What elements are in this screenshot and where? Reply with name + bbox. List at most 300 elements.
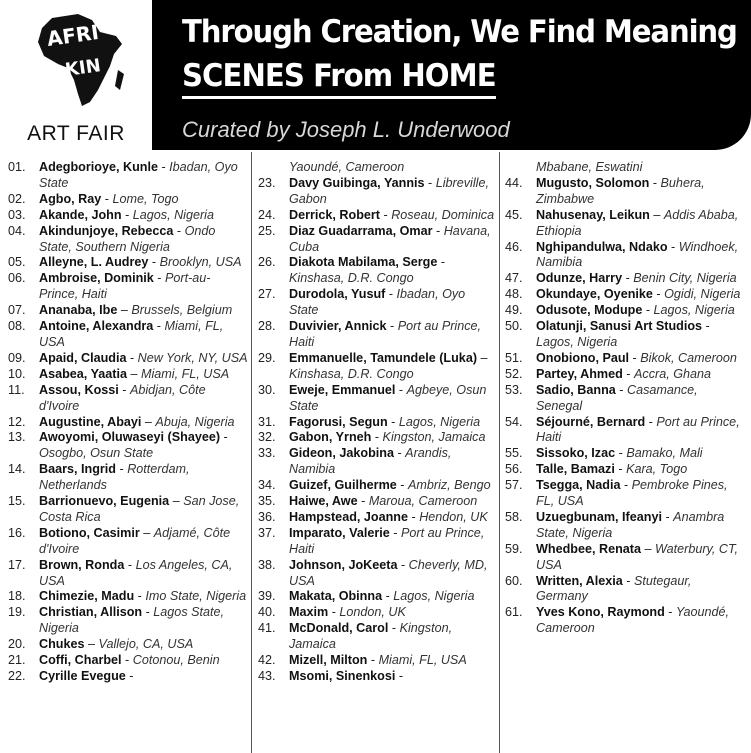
- artist-name: Diaz Guadarrama, Omar: [289, 223, 433, 238]
- artist-entry: [8, 430, 248, 462]
- entry-separator: -: [615, 446, 627, 461]
- artist-location: Lagos, Nigeria: [393, 589, 475, 604]
- artist-location: Ambriz, Bengo: [407, 478, 491, 493]
- artist-location: Lagos, Nigeria: [536, 334, 618, 349]
- artist-entry: [258, 669, 498, 685]
- entry-separator: -: [328, 605, 340, 620]
- artist-name: Antoine, Alexandra: [39, 319, 154, 334]
- entry-number: 01.: [8, 160, 26, 174]
- artist-name: Alleyne, L. Audrey: [39, 255, 149, 270]
- artist-location: Kingston, Jamaica: [289, 621, 453, 652]
- artist-name: Ambroise, Dominik: [39, 271, 154, 286]
- artist-location: Libreville, Gabon: [289, 175, 489, 206]
- entry-number: 19.: [8, 605, 26, 620]
- artist-name: Coffi, Charbel: [39, 653, 122, 668]
- entry-number: 16.: [8, 525, 26, 540]
- entry-text: [289, 430, 498, 446]
- entry-text: [289, 351, 498, 383]
- artist-location: Miami, FL, USA: [141, 366, 230, 381]
- artist-entry: [258, 351, 498, 383]
- artist-entry: [258, 653, 498, 669]
- entry-text: [536, 462, 745, 478]
- artist-entry: [8, 605, 248, 637]
- artist-name: Barrionuevo, Eugenia: [39, 494, 170, 509]
- entry-number: 35.: [258, 494, 276, 509]
- entry-number: 26.: [258, 255, 276, 270]
- entry-text: [289, 255, 498, 287]
- artist-name: Guizef, Guilherme: [289, 478, 397, 493]
- artist-name: Msomi, Sinenkosi: [289, 669, 396, 683]
- entry-text: [289, 446, 498, 478]
- artist-location: Lagos, Nigeria: [132, 207, 214, 222]
- entry-number: 17.: [8, 557, 26, 572]
- artist-name: Chimezie, Madu: [39, 589, 135, 604]
- entry-number: 44.: [505, 175, 523, 190]
- entry-separator: -: [142, 605, 154, 620]
- entry-number: 46.: [505, 239, 523, 254]
- entry-text: [536, 319, 745, 351]
- artist-location: Brooklyn, USA: [159, 255, 242, 270]
- artist-name: Adegborioye, Kunle: [39, 160, 158, 174]
- artist-location: Bikok, Cameroon: [640, 350, 737, 365]
- entry-separator: -: [134, 589, 146, 604]
- column-divider: [251, 152, 252, 753]
- artist-entry: [258, 446, 498, 478]
- artist-entry: [8, 224, 248, 256]
- entry-separator: -: [153, 319, 165, 334]
- artist-name: Séjourné, Bernard: [536, 414, 646, 429]
- entry-number: 42.: [258, 653, 276, 668]
- entry-number: 14.: [8, 462, 26, 477]
- artist-entry: [8, 319, 248, 351]
- artist-name: Awoyomi, Oluwaseyi (Shayee): [39, 430, 221, 445]
- entry-text: [536, 208, 745, 240]
- entry-text: [39, 208, 248, 224]
- entry-location-continued: Yaoundé, Cameroon: [289, 160, 405, 174]
- artist-location: Maroua, Cameroon: [368, 494, 478, 509]
- artist-location: New York, NY, USA: [137, 350, 248, 365]
- entry-separator: -: [388, 621, 400, 636]
- artist-entry: [8, 351, 248, 367]
- entry-separator: -: [125, 669, 134, 683]
- entry-text: [536, 271, 745, 287]
- entry-separator: -: [620, 478, 632, 493]
- artist-name: Baars, Ingrid: [39, 462, 116, 477]
- artist-entry: [8, 303, 248, 319]
- entry-separator: -: [382, 589, 394, 604]
- artist-location: Kingston, Jamaica: [382, 430, 486, 445]
- artist-location: Rotterdam, Netherlands: [39, 462, 190, 493]
- artist-name: Gabon, Yrneh: [289, 430, 372, 445]
- artist-location: Miami, FL, USA: [39, 319, 224, 349]
- entry-number: 61.: [505, 605, 523, 620]
- entry-text: [39, 351, 248, 367]
- entry-separator: -: [357, 494, 369, 509]
- artist-name: Derrick, Robert: [289, 207, 380, 222]
- entry-separator: -: [121, 207, 133, 222]
- entry-number: 55.: [505, 446, 523, 461]
- artist-name: Eweje, Emmanuel: [289, 382, 396, 397]
- artist-location: Kara, Togo: [626, 462, 688, 477]
- artist-location: Bamako, Mali: [626, 446, 703, 461]
- artist-location: Kinshasa, D.R. Congo: [289, 366, 414, 381]
- artist-entry: [505, 446, 745, 462]
- artist-name: Botiono, Casimir: [39, 525, 140, 540]
- svg-text:KIN: KIN: [63, 55, 103, 81]
- artist-name: Written, Alexia: [536, 573, 623, 588]
- artist-location: Lagos, Nigeria: [398, 414, 481, 429]
- entry-number: 60.: [505, 573, 523, 588]
- entry-text: [39, 303, 248, 319]
- entry-text: [289, 319, 498, 351]
- entry-number: 08.: [8, 319, 26, 334]
- artist-list-column-3: [505, 160, 745, 637]
- artist-location: Cheverly, MD, USA: [289, 557, 488, 588]
- artist-location: Port au Prince, Haiti: [536, 414, 740, 445]
- artist-entry: [505, 462, 745, 478]
- entry-number: 31.: [258, 414, 276, 429]
- entry-number: 24.: [258, 207, 276, 222]
- entry-separator: -: [396, 478, 408, 493]
- entry-number: 04.: [8, 223, 26, 238]
- artist-entry: [8, 367, 248, 383]
- artist-entry: [8, 653, 248, 669]
- artist-entry: [258, 558, 498, 590]
- artist-location: Ondo State, Southern Nigeria: [39, 223, 216, 254]
- artist-name: Imparato, Valerie: [289, 525, 390, 540]
- artist-name: Ananaba, Ibe: [39, 303, 118, 318]
- artist-location: Ogidi, Nigeria: [664, 287, 741, 302]
- artist-location: Pembroke Pines, FL, USA: [536, 478, 728, 509]
- entry-separator: –: [649, 207, 664, 222]
- entry-separator: -: [642, 303, 654, 318]
- entry-number: 15.: [8, 494, 26, 509]
- entry-number: 37.: [258, 525, 276, 540]
- entry-separator: -: [121, 653, 133, 668]
- artist-name: Asabea, Yaatia: [39, 366, 127, 381]
- entry-separator: -: [118, 382, 130, 397]
- entry-text: [536, 240, 745, 272]
- artist-location: Abidjan, Côte d'Ivoire: [39, 382, 206, 413]
- entry-number: 06.: [8, 271, 26, 286]
- artist-entry: [258, 478, 498, 494]
- artist-entry: [8, 192, 248, 208]
- entry-text: [289, 415, 498, 431]
- artist-location: Anambra State, Nigeria: [536, 509, 725, 540]
- entry-number: 27.: [258, 287, 276, 302]
- artist-name: Durodola, Yusuf: [289, 287, 386, 302]
- artist-location: Adjamé, Côte d'Ivoire: [39, 525, 231, 556]
- logo-text: ART FAIR: [27, 122, 125, 145]
- artist-name: Apaid, Claudia: [39, 350, 127, 365]
- artist-location: Lome, Togo: [112, 191, 179, 206]
- artist-name: Fagorusi, Segun: [289, 414, 388, 429]
- artist-entry: [8, 637, 248, 653]
- artist-name: Augustine, Abayi: [39, 414, 142, 429]
- entry-separator: –: [640, 541, 655, 556]
- entry-separator: –: [477, 350, 488, 365]
- artist-location: Ibadan, Oyo State: [289, 287, 466, 318]
- entry-separator: -: [148, 255, 160, 270]
- entry-separator: -: [661, 509, 674, 524]
- artist-entry: [8, 255, 248, 271]
- artist-name: Chukes: [39, 637, 85, 652]
- entry-separator: –: [84, 637, 99, 652]
- entry-text: [536, 478, 745, 510]
- entry-text: [39, 589, 248, 605]
- entry-separator: –: [126, 366, 141, 381]
- artist-name: Agbo, Ray: [39, 191, 102, 206]
- artist-name: Christian, Allison: [39, 605, 143, 620]
- entry-text: [39, 255, 248, 271]
- entry-separator: -: [649, 175, 661, 190]
- entry-text: [289, 605, 498, 621]
- entry-text: [536, 351, 745, 367]
- artist-name: Yves Kono, Raymond: [536, 605, 665, 620]
- artist-name: Onobiono, Paul: [536, 350, 630, 365]
- artist-entry: [505, 303, 745, 319]
- entry-separator: -: [615, 382, 627, 397]
- artist-location: Cotonou, Benin: [132, 653, 220, 668]
- artist-entry: [258, 510, 498, 526]
- artist-entry: [258, 224, 498, 256]
- page-title: Through Creation, We Find Meaning: [182, 14, 737, 50]
- entry-separator: -: [124, 557, 136, 572]
- entry-number: 02.: [8, 191, 26, 206]
- entry-text: [39, 430, 248, 462]
- entry-number: 21.: [8, 653, 26, 668]
- entry-number: 50.: [505, 319, 523, 334]
- entry-number: 56.: [505, 462, 523, 477]
- entry-separator: -: [389, 525, 402, 540]
- entry-text: [289, 621, 498, 653]
- entry-number: 59.: [505, 541, 523, 556]
- entry-separator: -: [126, 350, 138, 365]
- artist-location: Accra, Ghana: [634, 366, 712, 381]
- entry-number: 20.: [8, 637, 26, 652]
- entry-text: [39, 494, 248, 526]
- entry-separator: -: [614, 462, 627, 477]
- artist-name: Akindunjoye, Rebecca: [39, 223, 174, 238]
- artist-location: Yaoundé, Cameroon: [536, 605, 729, 636]
- artist-name: Mizell, Milton: [289, 653, 368, 668]
- afrikin-logo: [0, 0, 152, 150]
- artist-location: Roseau, Dominica: [391, 207, 495, 222]
- artist-name: McDonald, Carol: [289, 621, 389, 636]
- entry-separator: -: [157, 160, 170, 174]
- artist-entry: [8, 208, 248, 224]
- entry-number: 58.: [505, 509, 523, 524]
- artist-entry: [505, 319, 745, 351]
- entry-separator: -: [115, 462, 128, 477]
- entry-text: [536, 176, 745, 208]
- curator-line: Curated by Joseph L. Underwood: [182, 117, 510, 142]
- page-subtitle: SCENES From HOME: [182, 58, 496, 99]
- entry-separator: -: [652, 287, 665, 302]
- entry-number: 10.: [8, 366, 26, 381]
- entry-text: [536, 303, 745, 319]
- entry-separator: -: [667, 239, 679, 254]
- entry-separator: -: [395, 382, 407, 397]
- entry-separator: -: [437, 255, 446, 270]
- entry-number: 28.: [258, 319, 276, 334]
- artist-entry: [258, 526, 498, 558]
- entry-text: [289, 208, 498, 224]
- artist-entry: [258, 255, 498, 287]
- artist-location: Miami, FL, USA: [378, 653, 467, 668]
- entry-separator: -: [393, 446, 406, 461]
- entry-separator: -: [101, 191, 113, 206]
- artist-location: Agbeye, Osun State: [289, 382, 487, 413]
- entry-number: 07.: [8, 303, 26, 318]
- artist-location: Abuja, Nigeria: [155, 414, 235, 429]
- entry-text: [536, 446, 745, 462]
- artist-location: London, UK: [339, 605, 406, 620]
- entry-text: [289, 224, 498, 256]
- entry-number: 12.: [8, 414, 26, 429]
- entry-text: [289, 669, 498, 685]
- artist-entry: [258, 589, 498, 605]
- entry-text: [39, 605, 248, 637]
- artist-location: Kinshasa, D.R. Congo: [289, 271, 414, 286]
- artist-entry: [8, 526, 248, 558]
- entry-number: 45.: [505, 207, 523, 222]
- entry-number: 34.: [258, 478, 276, 493]
- entry-location-continued: Mbabane, Eswatini: [536, 160, 643, 174]
- artist-name: Sissoko, Izac: [536, 446, 616, 461]
- artist-location: Hendon, UK: [419, 509, 488, 524]
- entry-number: 18.: [8, 589, 26, 604]
- artist-entry: [8, 271, 248, 303]
- artist-name: Johnson, JoKeeta: [289, 557, 398, 572]
- artist-entry: [258, 430, 498, 446]
- entry-separator: -: [664, 605, 676, 620]
- artist-name: Diakota Mabilama, Serge: [289, 255, 438, 270]
- entry-separator: -: [622, 573, 634, 588]
- artist-name: Sadio, Banna: [536, 382, 616, 397]
- entry-text: [289, 494, 498, 510]
- entry-number: 40.: [258, 605, 276, 620]
- artist-entry: [505, 574, 745, 606]
- artist-name: Makata, Obinna: [289, 589, 383, 604]
- entry-number: 57.: [505, 478, 523, 493]
- entry-number: 39.: [258, 589, 276, 604]
- artist-entry: [505, 240, 745, 272]
- entry-number: 30.: [258, 382, 276, 397]
- artist-location: Waterbury, CT, USA: [536, 541, 739, 572]
- entry-number: 33.: [258, 446, 276, 461]
- column-divider: [499, 152, 500, 753]
- artist-name: Hampstead, Joanne: [289, 509, 408, 524]
- entry-number: 38.: [258, 557, 276, 572]
- entry-separator: -: [385, 287, 397, 302]
- artist-entry: [258, 605, 498, 621]
- entry-number: 41.: [258, 621, 276, 636]
- entry-number: 13.: [8, 430, 26, 445]
- entry-number: 23.: [258, 175, 276, 190]
- entry-separator: –: [141, 414, 156, 429]
- artist-entry: [258, 208, 498, 224]
- artist-entry: [8, 669, 248, 685]
- artist-entry: [8, 589, 248, 605]
- entry-separator: -: [702, 319, 710, 334]
- entry-separator: –: [169, 494, 184, 509]
- artist-location: Ibadan, Oyo State: [39, 160, 238, 190]
- entry-text: [289, 526, 498, 558]
- entry-text: [289, 510, 498, 526]
- entry-separator: -: [622, 366, 634, 381]
- artist-location: San Jose, Costa Rica: [39, 494, 240, 524]
- artist-name: Cyrille Evegue: [39, 669, 126, 683]
- artist-location: Lagos, Nigeria: [653, 303, 735, 318]
- entry-separator: -: [395, 669, 404, 683]
- entry-number: 51.: [505, 350, 523, 365]
- entry-separator: -: [371, 430, 383, 445]
- artist-name: Nahusenay, Leikun: [536, 207, 650, 222]
- entry-separator: -: [367, 653, 379, 668]
- entry-text: [39, 383, 248, 415]
- entry-number: 29.: [258, 350, 276, 365]
- entry-separator: -: [407, 509, 420, 524]
- artist-name: Maxim: [289, 605, 329, 620]
- artist-entry: [8, 494, 248, 526]
- entry-text: [39, 192, 248, 208]
- artist-location: Casamance, Senegal: [536, 382, 698, 413]
- artist-name: Akande, John: [39, 207, 122, 222]
- entry-number: 22.: [8, 669, 26, 683]
- entry-separator: -: [629, 350, 641, 365]
- artist-location: Port au Prince, Haiti: [289, 525, 485, 556]
- entry-text: [289, 589, 498, 605]
- entry-separator: -: [380, 207, 392, 222]
- entry-text: [39, 160, 248, 192]
- entry-text: [289, 653, 498, 669]
- entry-number: 03.: [8, 207, 26, 222]
- artist-name: Okundaye, Oyenike: [536, 287, 653, 302]
- entry-separator: -: [645, 414, 657, 429]
- entry-text: [39, 653, 248, 669]
- artist-entry: [505, 367, 745, 383]
- artist-name: Odunze, Harry: [536, 271, 623, 286]
- artist-entry: [8, 160, 248, 192]
- entry-number: 54.: [505, 414, 523, 429]
- entry-text: [39, 669, 248, 685]
- artist-entry: [505, 287, 745, 303]
- artist-entry: [505, 208, 745, 240]
- artist-name: Davy Guibinga, Yannis: [289, 175, 425, 190]
- entry-separator: -: [220, 430, 228, 445]
- artist-location: Port-au-Prince, Haiti: [39, 271, 211, 302]
- artist-location: Brussels, Belgium: [131, 303, 233, 318]
- artist-location: Havana, Cuba: [289, 223, 491, 254]
- artist-name: Mugusto, Solomon: [536, 175, 650, 190]
- africa-map-logo-icon: [30, 10, 130, 110]
- artist-entry: [8, 415, 248, 431]
- artist-location: Osogbo, Osun State: [39, 446, 154, 461]
- artist-location: Imo State, Nigeria: [145, 589, 247, 604]
- header-banner: [0, 0, 751, 150]
- entry-text: [39, 271, 248, 303]
- entry-number: 36.: [258, 509, 276, 524]
- artist-location: Lagos State, Nigeria: [39, 605, 225, 636]
- entry-text: [39, 415, 248, 431]
- entry-number: 11.: [8, 382, 25, 397]
- entry-separator: -: [386, 319, 398, 334]
- entry-text: [289, 478, 498, 494]
- artist-location: Vallejo, CA, USA: [98, 637, 194, 652]
- artist-entry: [8, 462, 248, 494]
- artist-location: Windhoek, Namibia: [536, 239, 739, 270]
